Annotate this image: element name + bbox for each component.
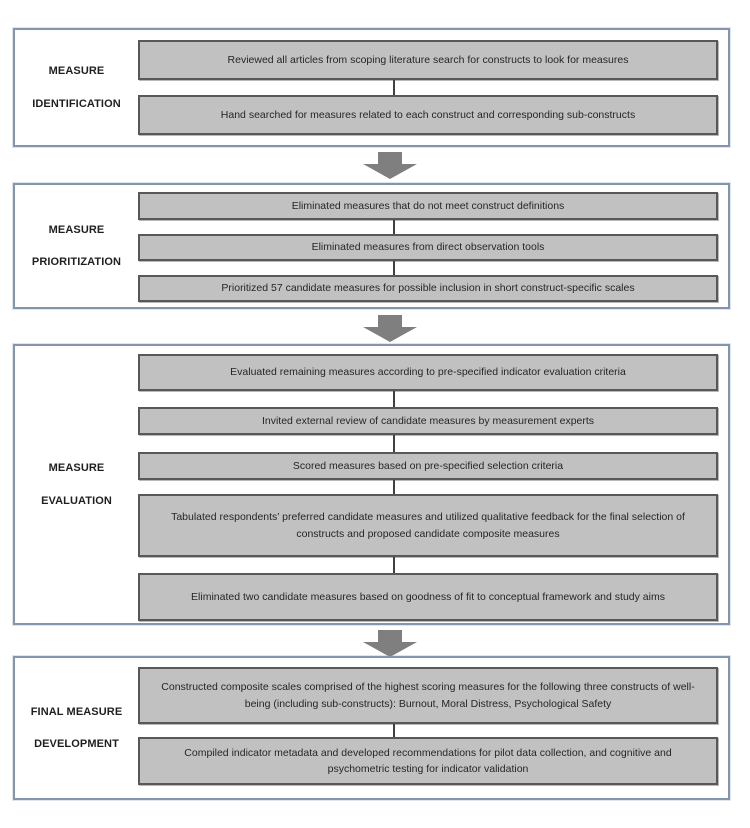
down-arrow-icon bbox=[363, 315, 417, 342]
arrow-stem bbox=[378, 630, 402, 642]
stage-label-line: MEASURE bbox=[48, 223, 105, 236]
arrow-head bbox=[363, 164, 417, 179]
arrow-head bbox=[363, 327, 417, 342]
stage-label-measure-evaluation bbox=[15, 346, 138, 623]
process-box: Reviewed all articles from scoping literature search for constructs to look for measures bbox=[138, 40, 718, 80]
stage-label-line: MEASURE bbox=[48, 65, 105, 78]
connector-line bbox=[393, 724, 395, 737]
process-box: Eliminated measures that do not meet construct definitions bbox=[138, 192, 718, 220]
connector-line bbox=[393, 391, 395, 407]
process-box: Hand searched for measures related to each construct and corresponding sub-constructs bbox=[138, 95, 718, 135]
stage-label-line: EVALUATION bbox=[41, 494, 112, 507]
stage-final-measure-development bbox=[13, 656, 730, 800]
arrow-head bbox=[363, 642, 417, 657]
connector-line bbox=[393, 220, 395, 234]
process-box: Eliminated measures from direct observation tools bbox=[138, 234, 718, 261]
stage-measure-evaluation bbox=[13, 344, 730, 625]
stage-label-measure-prioritization bbox=[15, 185, 138, 307]
stage-label-line: PRIORITIZATION bbox=[31, 256, 122, 268]
process-box: Constructed composite scales comprised of the highest scoring measures for the following three constructs of well-being (including sub-constructs): Burnout, Moral Distress, Psychological Safety bbox=[138, 667, 718, 724]
process-box: Compiled indicator metadata and developed recommendations for pilot data collection, and cognitive and psychometric testing for indicator validation bbox=[138, 737, 718, 785]
stage-label-line: MEASURE bbox=[48, 462, 105, 475]
stage-label-line: DEVELOPMENT bbox=[34, 738, 119, 750]
connector-line bbox=[393, 557, 395, 573]
stage-label-line: IDENTIFICATION bbox=[32, 97, 121, 110]
down-arrow-icon bbox=[363, 152, 417, 179]
stage-label-final-measure-development bbox=[15, 658, 138, 798]
stage-measure-identification bbox=[13, 28, 730, 147]
stage-label-measure-identification bbox=[15, 30, 138, 145]
connector-line bbox=[393, 435, 395, 452]
process-box: Eliminated two candidate measures based on goodness of fit to conceptual framework and study aims bbox=[138, 573, 718, 621]
arrow-stem bbox=[378, 315, 402, 327]
connector-line bbox=[393, 80, 395, 95]
down-arrow-icon bbox=[363, 630, 417, 657]
process-box: Prioritized 57 candidate measures for possible inclusion in short construct-specific scales bbox=[138, 275, 718, 302]
process-box: Invited external review of candidate measures by measurement experts bbox=[138, 407, 718, 435]
stage-measure-prioritization bbox=[13, 183, 730, 309]
arrow-stem bbox=[378, 152, 402, 164]
process-box: Scored measures based on pre-specified selection criteria bbox=[138, 452, 718, 480]
stage-label-line: FINAL MEASURE bbox=[30, 705, 123, 718]
process-box: Evaluated remaining measures according to pre-specified indicator evaluation criteria bbox=[138, 354, 718, 391]
connector-line bbox=[393, 480, 395, 494]
process-box: Tabulated respondents’ preferred candidate measures and utilized qualitative feedback for the final selection of constructs and proposed candidate composite measures bbox=[138, 494, 718, 557]
connector-line bbox=[393, 261, 395, 275]
